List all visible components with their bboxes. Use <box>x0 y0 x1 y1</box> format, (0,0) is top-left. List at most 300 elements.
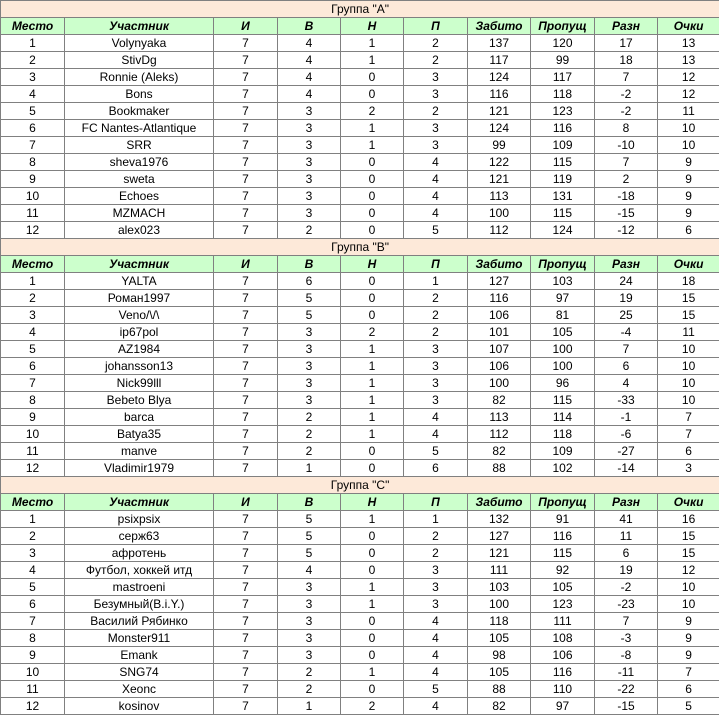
cell-played: 7 <box>214 171 278 188</box>
cell-participant: Ronnie (Aleks) <box>65 69 214 86</box>
cell-rank: 7 <box>1 137 65 154</box>
cell-played: 7 <box>214 562 278 579</box>
cell-diff: -22 <box>595 681 658 698</box>
cell-played: 7 <box>214 341 278 358</box>
cell-losses: 4 <box>404 664 468 681</box>
cell-rank: 8 <box>1 392 65 409</box>
table-row <box>1 579 719 596</box>
table-row <box>1 222 719 239</box>
cell-participant: Безумный(B.i.Y.) <box>65 596 214 613</box>
cell-scored: 117 <box>468 52 531 69</box>
cell-rank: 7 <box>1 613 65 630</box>
cell-diff: -6 <box>595 426 658 443</box>
cell-points: 9 <box>658 630 719 647</box>
cell-losses: 4 <box>404 409 468 426</box>
cell-diff: -18 <box>595 188 658 205</box>
cell-played: 7 <box>214 647 278 664</box>
cell-participant: Nick99lll <box>65 375 214 392</box>
cell-draws: 0 <box>341 307 404 324</box>
cell-played: 7 <box>214 392 278 409</box>
cell-rank: 3 <box>1 69 65 86</box>
cell-wins: 3 <box>278 103 341 120</box>
cell-losses: 4 <box>404 154 468 171</box>
cell-points: 7 <box>658 426 719 443</box>
cell-wins: 5 <box>278 511 341 528</box>
cell-played: 7 <box>214 698 278 715</box>
cell-diff: 6 <box>595 545 658 562</box>
cell-points: 10 <box>658 358 719 375</box>
cell-scored: 113 <box>468 409 531 426</box>
cell-scored: 88 <box>468 460 531 477</box>
cell-draws: 0 <box>341 222 404 239</box>
cell-played: 7 <box>214 188 278 205</box>
cell-rank: 2 <box>1 528 65 545</box>
cell-played: 7 <box>214 324 278 341</box>
table-row <box>1 460 719 477</box>
cell-points: 10 <box>658 137 719 154</box>
column-header-conceded: Пропущ <box>531 494 595 511</box>
cell-points: 15 <box>658 307 719 324</box>
cell-played: 7 <box>214 375 278 392</box>
cell-diff: -4 <box>595 324 658 341</box>
cell-conceded: 100 <box>531 358 595 375</box>
cell-played: 7 <box>214 460 278 477</box>
group-title-row <box>1 477 719 494</box>
cell-diff: -2 <box>595 579 658 596</box>
cell-wins: 3 <box>278 120 341 137</box>
cell-conceded: 115 <box>531 392 595 409</box>
cell-points: 9 <box>658 171 719 188</box>
cell-conceded: 124 <box>531 222 595 239</box>
cell-conceded: 110 <box>531 681 595 698</box>
cell-participant: kosinov <box>65 698 214 715</box>
cell-wins: 3 <box>278 392 341 409</box>
cell-rank: 1 <box>1 35 65 52</box>
cell-played: 7 <box>214 630 278 647</box>
cell-wins: 5 <box>278 545 341 562</box>
cell-rank: 11 <box>1 443 65 460</box>
cell-participant: Bebeto Blya <box>65 392 214 409</box>
cell-scored: 132 <box>468 511 531 528</box>
cell-participant: Monster911 <box>65 630 214 647</box>
cell-scored: 112 <box>468 426 531 443</box>
cell-conceded: 97 <box>531 290 595 307</box>
cell-points: 15 <box>658 290 719 307</box>
cell-wins: 5 <box>278 528 341 545</box>
column-header-points: Очки <box>658 18 719 35</box>
cell-draws: 0 <box>341 154 404 171</box>
cell-draws: 1 <box>341 137 404 154</box>
cell-conceded: 99 <box>531 52 595 69</box>
cell-losses: 3 <box>404 562 468 579</box>
cell-participant: Echoes <box>65 188 214 205</box>
cell-scored: 101 <box>468 324 531 341</box>
cell-points: 9 <box>658 647 719 664</box>
cell-scored: 100 <box>468 375 531 392</box>
cell-diff: 7 <box>595 613 658 630</box>
cell-wins: 4 <box>278 35 341 52</box>
cell-losses: 4 <box>404 613 468 630</box>
cell-scored: 112 <box>468 222 531 239</box>
cell-losses: 1 <box>404 511 468 528</box>
cell-diff: 8 <box>595 120 658 137</box>
cell-participant: Batya35 <box>65 426 214 443</box>
cell-losses: 2 <box>404 528 468 545</box>
cell-rank: 9 <box>1 647 65 664</box>
cell-scored: 100 <box>468 205 531 222</box>
column-header-losses: П <box>404 256 468 273</box>
cell-played: 7 <box>214 596 278 613</box>
group-title: Группа "С" <box>1 477 719 494</box>
cell-scored: 106 <box>468 358 531 375</box>
cell-diff: 4 <box>595 375 658 392</box>
cell-played: 7 <box>214 120 278 137</box>
cell-losses: 4 <box>404 188 468 205</box>
cell-losses: 3 <box>404 137 468 154</box>
column-header-scored: Забито <box>468 494 531 511</box>
cell-conceded: 117 <box>531 69 595 86</box>
column-header-wins: В <box>278 256 341 273</box>
cell-participant: серж63 <box>65 528 214 545</box>
table-row <box>1 613 719 630</box>
cell-wins: 3 <box>278 154 341 171</box>
cell-diff: 7 <box>595 154 658 171</box>
cell-draws: 0 <box>341 562 404 579</box>
cell-scored: 105 <box>468 664 531 681</box>
cell-conceded: 106 <box>531 647 595 664</box>
cell-draws: 0 <box>341 545 404 562</box>
group-title-row <box>1 239 719 256</box>
table-row <box>1 409 719 426</box>
cell-diff: 19 <box>595 290 658 307</box>
cell-points: 6 <box>658 681 719 698</box>
cell-wins: 3 <box>278 579 341 596</box>
column-header-participant: Участник <box>65 256 214 273</box>
column-header-losses: П <box>404 18 468 35</box>
cell-participant: Роман1997 <box>65 290 214 307</box>
cell-draws: 1 <box>341 426 404 443</box>
cell-points: 9 <box>658 613 719 630</box>
cell-wins: 2 <box>278 443 341 460</box>
cell-participant: johansson13 <box>65 358 214 375</box>
cell-scored: 116 <box>468 86 531 103</box>
column-header-wins: В <box>278 494 341 511</box>
cell-conceded: 109 <box>531 137 595 154</box>
cell-wins: 6 <box>278 273 341 290</box>
table-row <box>1 137 719 154</box>
cell-draws: 0 <box>341 647 404 664</box>
cell-conceded: 97 <box>531 698 595 715</box>
column-header-conceded: Пропущ <box>531 18 595 35</box>
cell-participant: SRR <box>65 137 214 154</box>
cell-scored: 99 <box>468 137 531 154</box>
cell-scored: 127 <box>468 273 531 290</box>
cell-participant: ip67pol <box>65 324 214 341</box>
table-row <box>1 443 719 460</box>
cell-scored: 105 <box>468 630 531 647</box>
cell-draws: 0 <box>341 188 404 205</box>
cell-losses: 3 <box>404 596 468 613</box>
cell-rank: 4 <box>1 324 65 341</box>
cell-rank: 11 <box>1 205 65 222</box>
cell-played: 7 <box>214 69 278 86</box>
cell-rank: 1 <box>1 273 65 290</box>
cell-losses: 2 <box>404 324 468 341</box>
cell-rank: 3 <box>1 307 65 324</box>
cell-wins: 3 <box>278 205 341 222</box>
table-row <box>1 528 719 545</box>
cell-diff: 7 <box>595 69 658 86</box>
column-header-participant: Участник <box>65 494 214 511</box>
cell-draws: 0 <box>341 273 404 290</box>
cell-rank: 1 <box>1 511 65 528</box>
cell-wins: 3 <box>278 341 341 358</box>
cell-draws: 1 <box>341 358 404 375</box>
cell-wins: 3 <box>278 375 341 392</box>
cell-draws: 1 <box>341 375 404 392</box>
cell-conceded: 105 <box>531 324 595 341</box>
cell-points: 11 <box>658 103 719 120</box>
cell-points: 6 <box>658 443 719 460</box>
cell-scored: 98 <box>468 647 531 664</box>
column-header-draws: Н <box>341 18 404 35</box>
cell-rank: 4 <box>1 86 65 103</box>
cell-conceded: 92 <box>531 562 595 579</box>
cell-conceded: 81 <box>531 307 595 324</box>
cell-conceded: 91 <box>531 511 595 528</box>
cell-rank: 11 <box>1 681 65 698</box>
cell-conceded: 116 <box>531 664 595 681</box>
cell-losses: 2 <box>404 290 468 307</box>
cell-conceded: 103 <box>531 273 595 290</box>
table-row <box>1 35 719 52</box>
cell-rank: 7 <box>1 375 65 392</box>
cell-points: 9 <box>658 205 719 222</box>
column-header-row <box>1 256 719 273</box>
column-header-row <box>1 18 719 35</box>
cell-points: 5 <box>658 698 719 715</box>
cell-diff: -8 <box>595 647 658 664</box>
cell-rank: 10 <box>1 188 65 205</box>
cell-scored: 88 <box>468 681 531 698</box>
cell-wins: 4 <box>278 52 341 69</box>
cell-diff: 11 <box>595 528 658 545</box>
cell-scored: 82 <box>468 698 531 715</box>
cell-losses: 4 <box>404 698 468 715</box>
cell-wins: 3 <box>278 613 341 630</box>
cell-diff: -11 <box>595 664 658 681</box>
cell-wins: 1 <box>278 698 341 715</box>
table-row <box>1 596 719 613</box>
cell-played: 7 <box>214 137 278 154</box>
cell-diff: -2 <box>595 86 658 103</box>
table-row <box>1 52 719 69</box>
cell-losses: 2 <box>404 103 468 120</box>
cell-points: 10 <box>658 120 719 137</box>
table-row <box>1 171 719 188</box>
cell-participant: Emank <box>65 647 214 664</box>
cell-draws: 1 <box>341 596 404 613</box>
cell-draws: 0 <box>341 630 404 647</box>
column-header-losses: П <box>404 494 468 511</box>
table-row <box>1 120 719 137</box>
cell-diff: -27 <box>595 443 658 460</box>
cell-rank: 5 <box>1 103 65 120</box>
cell-conceded: 115 <box>531 545 595 562</box>
cell-participant: mastroeni <box>65 579 214 596</box>
cell-rank: 6 <box>1 358 65 375</box>
cell-conceded: 115 <box>531 205 595 222</box>
cell-played: 7 <box>214 409 278 426</box>
cell-rank: 5 <box>1 341 65 358</box>
cell-participant: Василий Рябинко <box>65 613 214 630</box>
table-row <box>1 290 719 307</box>
column-header-diff: Разн <box>595 18 658 35</box>
table-row <box>1 154 719 171</box>
cell-draws: 2 <box>341 324 404 341</box>
cell-wins: 2 <box>278 681 341 698</box>
cell-diff: -12 <box>595 222 658 239</box>
cell-played: 7 <box>214 545 278 562</box>
cell-draws: 1 <box>341 35 404 52</box>
cell-wins: 3 <box>278 358 341 375</box>
cell-played: 7 <box>214 528 278 545</box>
table-row <box>1 188 719 205</box>
cell-participant: psixpsix <box>65 511 214 528</box>
table-row <box>1 341 719 358</box>
cell-losses: 2 <box>404 52 468 69</box>
cell-draws: 0 <box>341 205 404 222</box>
cell-participant: alex023 <box>65 222 214 239</box>
cell-participant: Футбол, хоккей итд <box>65 562 214 579</box>
cell-losses: 2 <box>404 307 468 324</box>
column-header-played: И <box>214 256 278 273</box>
cell-wins: 4 <box>278 562 341 579</box>
cell-losses: 5 <box>404 681 468 698</box>
table-row <box>1 426 719 443</box>
cell-wins: 3 <box>278 630 341 647</box>
cell-played: 7 <box>214 222 278 239</box>
cell-scored: 124 <box>468 120 531 137</box>
cell-participant: AZ1984 <box>65 341 214 358</box>
cell-played: 7 <box>214 681 278 698</box>
cell-rank: 6 <box>1 120 65 137</box>
cell-diff: -3 <box>595 630 658 647</box>
cell-points: 10 <box>658 596 719 613</box>
cell-conceded: 119 <box>531 171 595 188</box>
cell-conceded: 116 <box>531 528 595 545</box>
table-row <box>1 562 719 579</box>
cell-wins: 4 <box>278 69 341 86</box>
cell-points: 10 <box>658 341 719 358</box>
cell-conceded: 102 <box>531 460 595 477</box>
cell-rank: 10 <box>1 664 65 681</box>
cell-losses: 3 <box>404 69 468 86</box>
column-header-rank: Место <box>1 494 65 511</box>
cell-diff: -1 <box>595 409 658 426</box>
cell-conceded: 108 <box>531 630 595 647</box>
cell-participant: manve <box>65 443 214 460</box>
cell-losses: 1 <box>404 273 468 290</box>
cell-points: 7 <box>658 664 719 681</box>
column-header-wins: В <box>278 18 341 35</box>
cell-played: 7 <box>214 273 278 290</box>
cell-participant: StivDg <box>65 52 214 69</box>
column-header-draws: Н <box>341 494 404 511</box>
cell-participant: Vladimir1979 <box>65 460 214 477</box>
cell-scored: 122 <box>468 154 531 171</box>
cell-diff: -2 <box>595 103 658 120</box>
cell-participant: Bons <box>65 86 214 103</box>
cell-rank: 12 <box>1 222 65 239</box>
table-row <box>1 103 719 120</box>
cell-draws: 1 <box>341 579 404 596</box>
cell-conceded: 123 <box>531 103 595 120</box>
cell-diff: 18 <box>595 52 658 69</box>
column-header-diff: Разн <box>595 494 658 511</box>
cell-conceded: 116 <box>531 120 595 137</box>
cell-draws: 0 <box>341 290 404 307</box>
cell-conceded: 96 <box>531 375 595 392</box>
cell-draws: 1 <box>341 52 404 69</box>
cell-conceded: 118 <box>531 86 595 103</box>
table-row <box>1 647 719 664</box>
cell-losses: 2 <box>404 35 468 52</box>
cell-wins: 2 <box>278 426 341 443</box>
cell-scored: 111 <box>468 562 531 579</box>
group-title: Группа "В" <box>1 239 719 256</box>
cell-played: 7 <box>214 664 278 681</box>
cell-points: 12 <box>658 86 719 103</box>
table-row <box>1 273 719 290</box>
cell-conceded: 111 <box>531 613 595 630</box>
cell-points: 11 <box>658 324 719 341</box>
cell-conceded: 100 <box>531 341 595 358</box>
cell-diff: -15 <box>595 698 658 715</box>
cell-rank: 9 <box>1 409 65 426</box>
cell-participant: barca <box>65 409 214 426</box>
table-row <box>1 358 719 375</box>
table-row <box>1 205 719 222</box>
cell-points: 12 <box>658 562 719 579</box>
cell-losses: 3 <box>404 120 468 137</box>
cell-losses: 3 <box>404 358 468 375</box>
cell-wins: 5 <box>278 307 341 324</box>
cell-participant: FC Nantes-Atlantique <box>65 120 214 137</box>
cell-losses: 3 <box>404 375 468 392</box>
cell-played: 7 <box>214 52 278 69</box>
table-row <box>1 630 719 647</box>
cell-scored: 82 <box>468 443 531 460</box>
cell-scored: 103 <box>468 579 531 596</box>
cell-played: 7 <box>214 426 278 443</box>
cell-conceded: 105 <box>531 579 595 596</box>
column-header-diff: Разн <box>595 256 658 273</box>
cell-rank: 12 <box>1 698 65 715</box>
cell-played: 7 <box>214 358 278 375</box>
cell-points: 15 <box>658 545 719 562</box>
cell-played: 7 <box>214 205 278 222</box>
cell-wins: 1 <box>278 460 341 477</box>
cell-diff: 7 <box>595 341 658 358</box>
cell-losses: 6 <box>404 460 468 477</box>
cell-scored: 107 <box>468 341 531 358</box>
cell-draws: 0 <box>341 528 404 545</box>
cell-losses: 2 <box>404 545 468 562</box>
cell-points: 6 <box>658 222 719 239</box>
cell-points: 13 <box>658 52 719 69</box>
cell-losses: 5 <box>404 222 468 239</box>
